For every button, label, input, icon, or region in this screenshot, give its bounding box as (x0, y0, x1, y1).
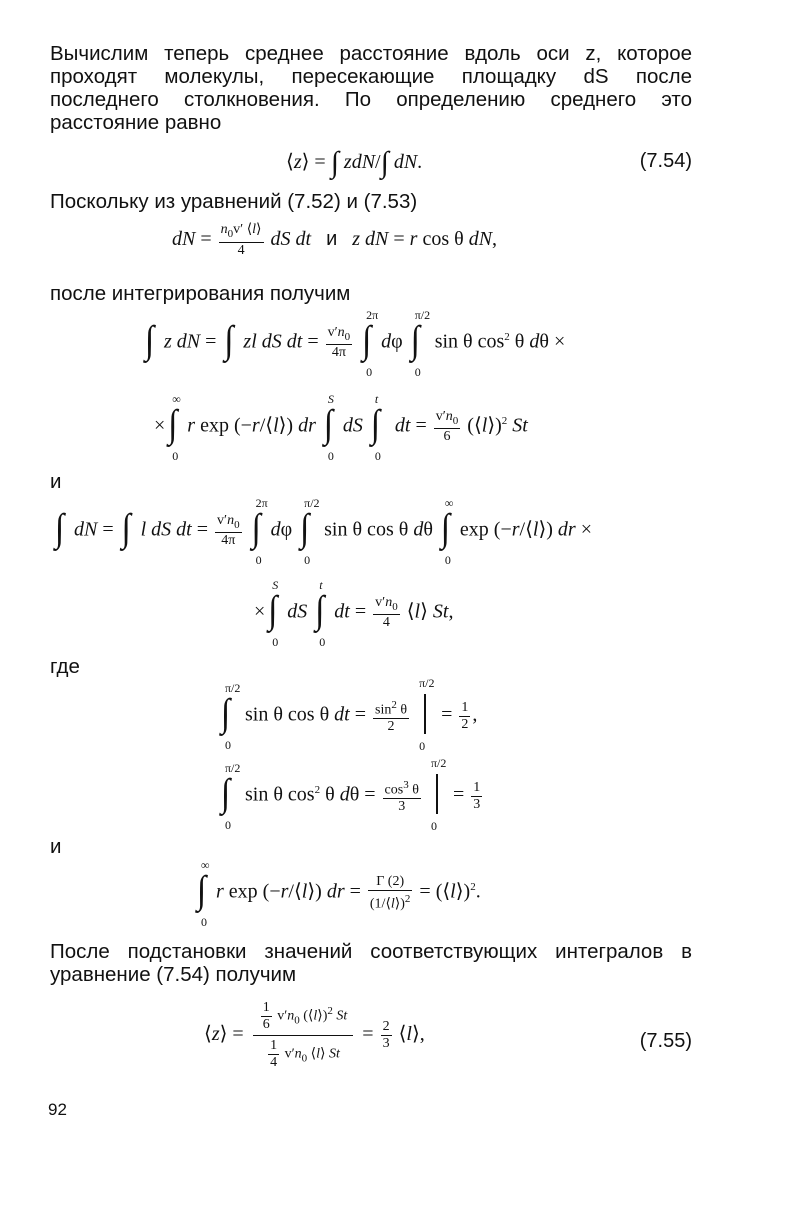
paragraph-after-integration: после интегрирования получим (50, 282, 351, 305)
equation-number-7-54: (7.54) (639, 150, 692, 172)
equation-integral-dN-line2: × ∫ S 0 dS ∫ t 0 dt = $\frac{v'n_0}{4}$ ⟨l⟩ St, (254, 578, 454, 649)
conjunction-and-2: и (50, 835, 62, 858)
equation-dN: dN = $\frac{n_0v' ⟨l⟩}{4}$ dS dt и z dN = r cos θ dN, (172, 222, 498, 258)
equation-sin-cos-integral: ∫ π/2 0 sin θ cos θ dt = $\frac{\sin^2 \theta}{2}$ π/2 0 = $\frac{1}{2}$ , (221, 676, 478, 753)
intro-paragraph (50, 42, 692, 134)
equation-7-54: ⟨z⟩ = ∫ zdN/∫ dN. (286, 146, 423, 179)
equation-number-7-55: (7.55) (639, 1030, 692, 1052)
word-where: где (50, 655, 80, 678)
equation-integral-dN-line1: ∫ dN = ∫ l dS dt = $\frac{v'n_0}{4\pi}$ ∫ 2π 0 dφ ∫ π/2 0 sin θ cos θ dθ ∫ ∞ 0 exp (−r/⟨l⟩) dr × (55, 496, 592, 567)
equation-exp-integral: ∫ ∞ 0 r exp (−r/⟨l⟩) dr = $\frac{\Gamma (2)}{(1/⟨l⟩)^2}$ = (⟨l⟩)$^2$. (197, 858, 481, 929)
equation-integral-z-dN-line2: × ∫ ∞ 0 r exp (−r/⟨l⟩) dr ∫ S 0 dS ∫ t 0 dt = $\frac{v'n_0}{6}$ (⟨l⟩)$^2$ St (154, 392, 528, 463)
substitution-text: После подстановки значений соответствующих интегралов в уравнение (7.54) получим (50, 940, 692, 986)
intro-text: Вычислим теперь среднее расстояние вдоль оси z, которое проходят молекулы, пересекающие площадку dS после последнего столкновения. По определению среднего это расстояние равно (50, 42, 692, 134)
equation-integral-z-dN-line1: ∫ z dN = ∫ zl dS dt = $\frac{v'n_0}{4\pi}$ ∫ 2π 0 dφ ∫ π/2 0 sin θ $\cos^2 \theta$ dθ × (145, 308, 566, 379)
page-number: 92 (48, 1100, 67, 1119)
conjunction-and: и (326, 228, 338, 250)
substitution-paragraph (50, 940, 692, 986)
conjunction-and-1: и (50, 470, 62, 493)
equation-7-55: ⟨z⟩ = $\frac{1}{6}$ $v'n_0$ (⟨l⟩)$^2$ St $\frac{1}{4}$ $v'n_0$ ⟨l⟩ St = $\frac{2}{3}$ ⟨l⟩, (204, 1000, 425, 1070)
equation-sin-cos2-integral: ∫ π/2 0 sin θ $\cos^2 \theta$ dθ = $\frac{\cos^3 \theta}{3}$ π/2 0 = $\frac{1}{3}$ (221, 756, 481, 833)
paragraph-equations-ref: Поскольку из уравнений (7.52) и (7.53) (50, 190, 418, 213)
